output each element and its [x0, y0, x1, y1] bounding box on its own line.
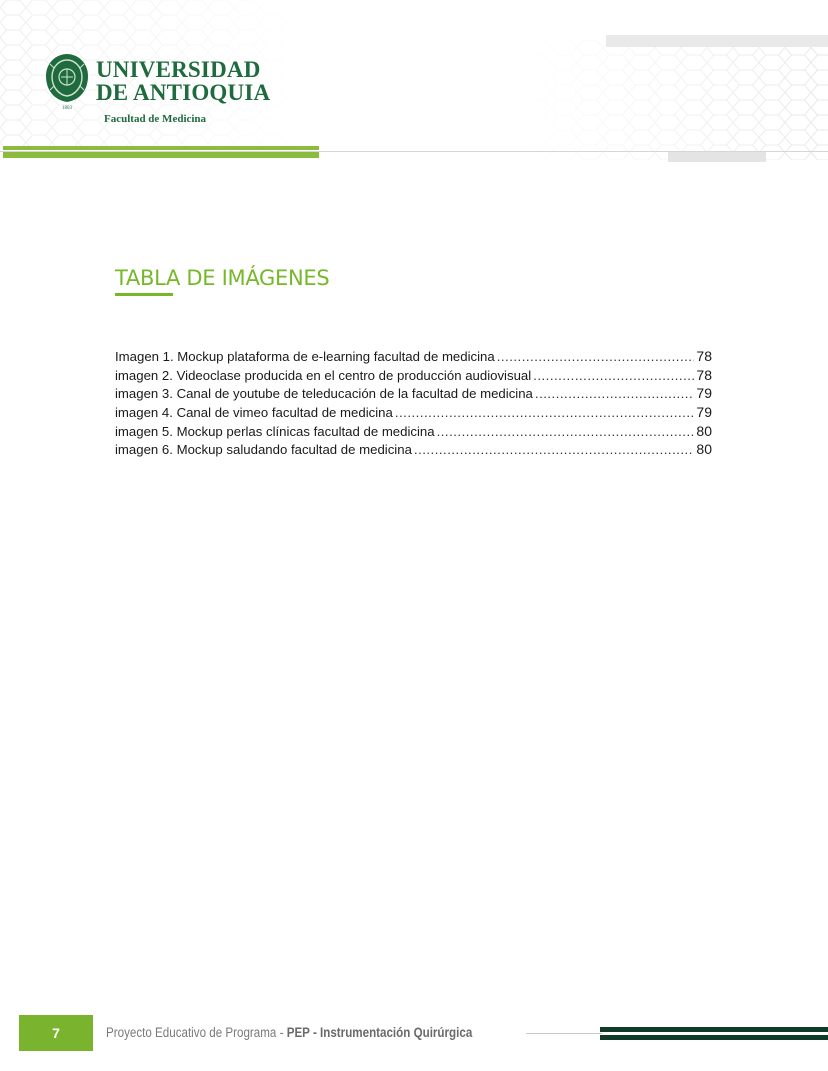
toc-entry-page: 79 [696, 385, 712, 402]
toc-entry-page: 80 [696, 441, 712, 458]
university-name-line2: DE ANTIOQUIA [96, 80, 271, 105]
header-green-bar-top [3, 146, 319, 150]
toc-entry-label: imagen 4. Canal de vimeo facultad de medicina [115, 405, 393, 421]
toc-dot-leader [437, 424, 695, 439]
toc-entry-label: imagen 2. Videoclase producida en el centro de producción audiovisual [115, 367, 532, 383]
header-green-bar-bottom [3, 152, 319, 158]
toc-entry-page: 79 [696, 404, 712, 421]
toc-entry-page: 78 [696, 366, 712, 383]
toc-entry-1[interactable] [115, 348, 712, 367]
hexagon-pattern-right [525, 40, 828, 160]
university-logo [44, 52, 270, 110]
toc-dot-leader [395, 405, 695, 420]
footer-rule [526, 1033, 602, 1034]
page-title: TABLA DE IMÁGENES [115, 266, 330, 290]
page-number-badge: 7 [19, 1015, 93, 1051]
university-seal-icon [44, 52, 90, 110]
toc-entry-label: Imagen 1. Mockup plataforma de e-learning facultad de medicina [115, 349, 495, 364]
table-of-images [115, 348, 712, 460]
toc-entry-label: imagen 3. Canal de youtube de teleducación de la facultad de medicina [115, 386, 533, 402]
toc-entry-5[interactable] [115, 423, 712, 442]
university-name-line1: UNIVERSIDAD [96, 57, 261, 82]
toc-entry-page: 80 [696, 422, 712, 439]
footer-dark-bar-top [600, 1027, 828, 1032]
header-gray-bar-low [668, 152, 766, 162]
toc-dot-leader [535, 386, 695, 401]
footer-caption [106, 1025, 472, 1040]
toc-dot-leader [414, 442, 695, 457]
title-underline [115, 293, 173, 296]
toc-entry-page: 78 [696, 348, 712, 364]
toc-entry-3[interactable] [115, 385, 712, 404]
toc-entry-2[interactable] [115, 367, 712, 386]
footer-caption-prefix: Proyecto Educativo de Programa - [106, 1025, 287, 1040]
toc-dot-leader [533, 368, 694, 383]
faculty-name: Facultad de Medicina [104, 113, 207, 125]
toc-dot-leader [497, 349, 695, 364]
toc-entry-label: imagen 6. Mockup saludando facultad de medicina [115, 442, 412, 458]
toc-entry-6[interactable] [115, 441, 712, 460]
header-gray-bar-top [606, 35, 828, 47]
footer-caption-program: PEP - Instrumentación Quirúrgica [286, 1025, 473, 1040]
toc-entry-label: imagen 5. Mockup perlas clínicas facultad de medicina [115, 423, 435, 439]
toc-entry-4[interactable] [115, 404, 712, 423]
svg-text:1803: 1803 [62, 106, 72, 110]
footer-dark-bar-bottom [600, 1035, 828, 1040]
